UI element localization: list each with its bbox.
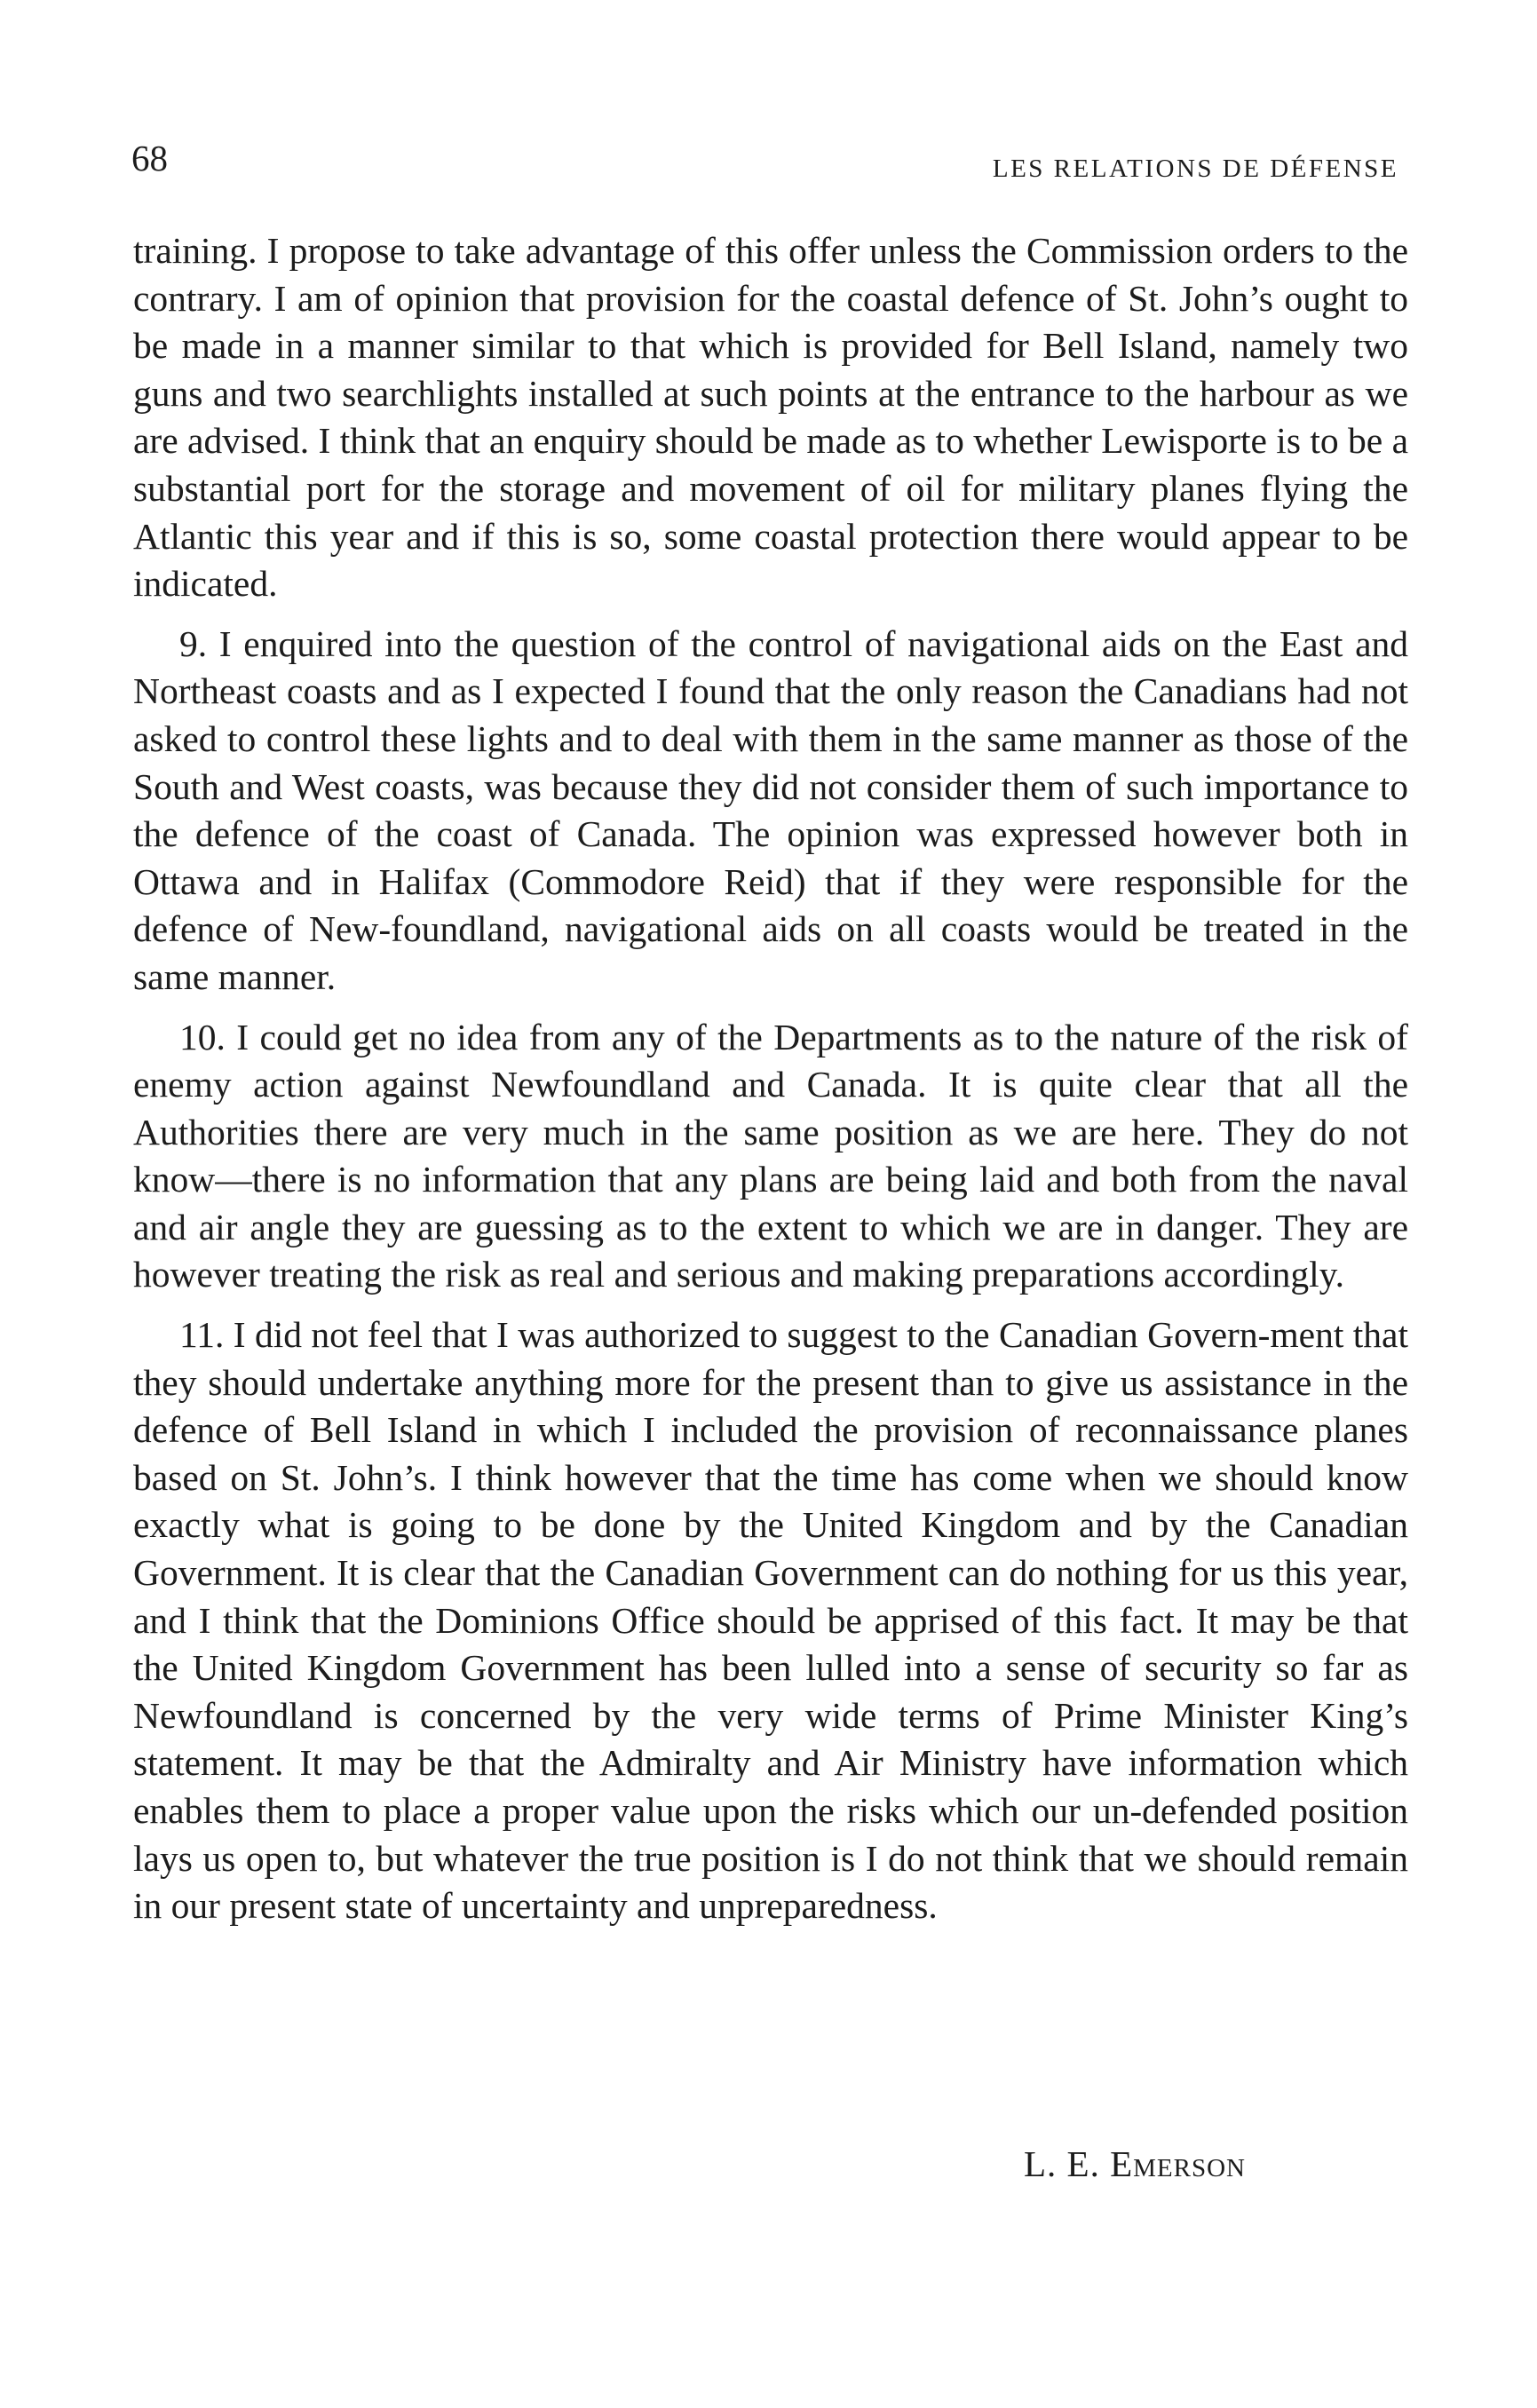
signature: L. E. Emerson (1024, 2143, 1246, 2184)
paragraph-11: 11. I did not feel that I was authorized to suggest to the Canadian Govern-ment that they should undertake anything more for the present than to give us assistance in the defence of Bell Island in which I included the provision of reconnaissance planes based on St. John’s. I think however that the time has come when we should know exactly what is going to be done by the United Kingdom and by the Canadian Government. It is clear that the Canadian Government can do nothing for us this year, and I think that the Dominions Office should be apprised of this fact. It may be that the United Kingdom Government has been lulled into a sense of security so far as Newfoundland is concerned by the very wide terms of Prime Minister King’s statement. It may be that the Admiralty and Air Ministry have information which enables them to place a proper value upon the risks which our un-defended position lays us open to, but whatever the true position is I do not think that we should remain in our present state of uncertainty and unpreparedness. (133, 1314, 1408, 1927)
body-text (133, 227, 1408, 1930)
page-number: 68 (131, 138, 168, 178)
paragraph-9: 9. I enquired into the question of the control of navigational aids on the East and Northeast coasts and as I expected I found that the only reason the Canadians had not asked to control these lights and to deal with them in the same manner as those of the South and West coasts, was because they did not consider them of such importance to the defence of the coast of Canada. The opinion was expressed however both in Ottawa and in Halifax (Commodore Reid) that if they were responsible for the defence of New-foundland, navigational aids on all coasts would be treated in the same manner. (133, 622, 1408, 997)
paragraph-continued: training. I propose to take advantage of this offer unless the Commission orders to the contrary. I am of opinion that provision for the coastal defence of St. John’s ought to be made in a manner similar to that which is provided for Bell Island, namely two guns and two searchlights installed at such points at the entrance to the harbour as we are advised. I think that an enquiry should be made as to whether Lewisporte is to be a substantial port for the storage and movement of oil for military planes flying the Atlantic this year and if this is so, some coastal protection there would appear to be indicated. (133, 230, 1408, 605)
paragraph-10: 10. I could get no idea from any of the Departments as to the nature of the risk of enemy action against Newfoundland and Canada. It is quite clear that all the Authorities there are very much in the same position as we are here. They do not know—there is no information that any plans are being laid and both from the naval and air angle they are guessing as to the extent to which we are in danger. They are however treating the risk as real and serious and making preparations accordingly. (133, 1016, 1408, 1295)
running-title: LES RELATIONS DE DÉFENSE (992, 154, 1398, 183)
